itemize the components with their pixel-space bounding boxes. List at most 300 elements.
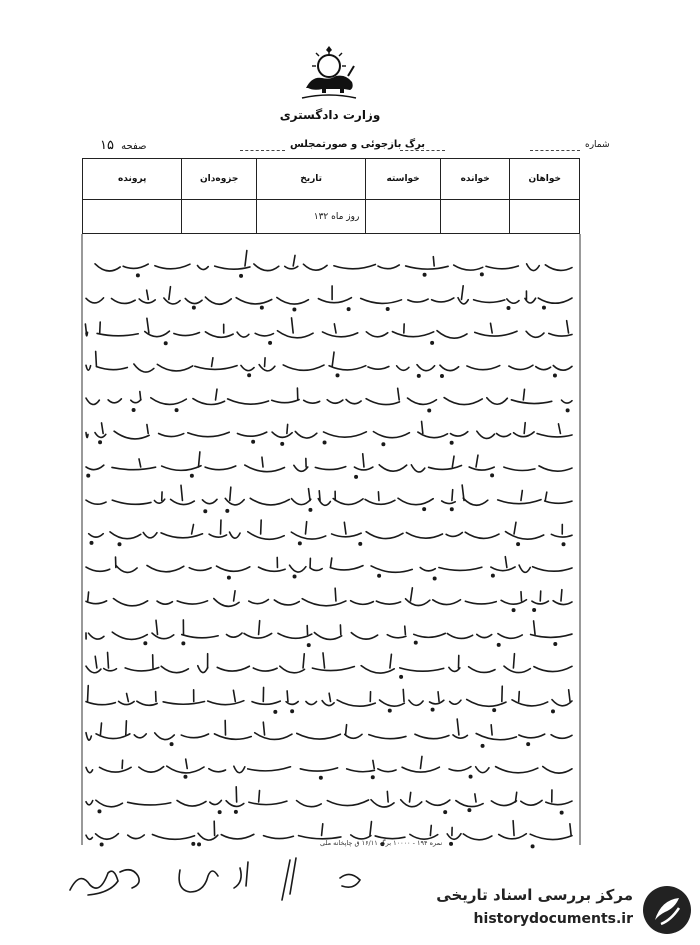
handwriting-stroke [551,735,572,739]
handwriting-stroke [498,634,522,639]
handwriting-stroke [406,533,442,539]
handwriting-stroke [113,599,147,606]
handwriting-stroke [214,734,251,739]
handwriting-stroke [524,423,525,434]
handwriting-stroke [440,365,459,370]
handwriting-stroke [426,800,449,805]
handwriting-stroke [327,400,343,404]
handwriting-stroke [85,324,86,333]
handwriting-stroke [249,599,269,603]
handwriting-stroke [274,600,299,605]
handwriting-stroke [88,686,89,702]
handwriting-stroke [370,822,372,836]
handwriting-stroke [86,601,107,604]
handwriting-stroke [214,599,239,607]
handwriting-stroke [225,498,244,505]
handwriting-stroke [169,287,171,300]
handwriting-stroke [361,298,402,303]
handwriting-stroke [263,722,264,735]
handwriting-stroke [429,465,462,469]
handwriting-stroke [302,599,346,606]
handwriting-stroke [96,800,123,807]
handwriting-stroke [527,264,540,271]
handwriting-stroke [392,332,433,337]
handwriting-stroke [291,532,325,539]
handwriting-dot [336,374,338,376]
printer-footer: نمره ۱۹۴ - ۱۰۰۰۰ برگ ۱۶/۱۱ ق چاپخانه ملی [320,839,443,847]
handwriting-stroke [89,534,104,537]
handwriting-stroke [432,298,454,302]
handwriting-stroke [334,324,336,333]
col-claim: خواسته [366,159,441,200]
handwriting-stroke [205,332,233,337]
handwriting-stroke [531,634,572,637]
handwriting-stroke [457,719,459,735]
handwriting-stroke [280,666,305,673]
handwriting-stroke [351,601,374,605]
handwriting-stroke [287,424,288,433]
handwriting-dot [98,810,100,812]
handwriting-stroke [248,767,291,771]
handwriting-stroke [99,767,131,772]
handwriting-stroke [202,499,217,503]
handwriting-dot [431,342,433,344]
handwriting-stroke [453,735,467,738]
signatures-icon [60,850,390,910]
handwriting-stroke [509,365,533,369]
handwriting-stroke [305,522,306,534]
handwriting-dot [193,306,195,308]
page-value: ۱۵ [100,138,114,153]
handwriting-stroke [511,400,551,404]
handwriting-stroke [373,760,374,768]
handwriting-stroke [351,633,377,640]
handwriting-stroke [131,399,141,402]
handwriting-stroke [476,733,516,739]
handwriting-stroke [407,398,436,404]
handwriting-stroke [446,532,462,536]
handwriting-stroke [86,733,91,740]
handwriting-stroke [287,691,288,702]
handwriting-dot [423,273,425,275]
handwriting-dot [293,575,295,577]
handwriting-stroke [477,431,495,438]
handwriting-stroke [322,332,357,337]
handwriting-stroke [195,366,237,370]
handwriting-stroke [405,626,406,634]
handwriting-stroke [139,299,155,303]
handwriting-dot [493,709,495,711]
handwriting-dot [444,811,446,813]
handwriting-stroke [406,266,448,269]
handwriting-stroke [430,700,444,704]
handwriting-stroke [147,565,184,571]
handwriting-stroke [304,400,320,403]
handwriting-dot [533,609,535,611]
handwriting-stroke [552,700,572,706]
handwriting-stroke [230,532,241,538]
handwriting-stroke [546,801,572,805]
handwriting-stroke [262,457,263,467]
handwriting-stroke [134,734,146,738]
handwriting-dot [165,342,167,344]
archive-logo-icon [639,882,695,938]
handwriting-stroke [369,735,406,739]
handwriting-stroke [174,333,200,336]
handwriting-stroke [378,769,396,772]
handwriting-stroke [438,692,439,702]
col-folder: جزوه‌دان [182,159,257,200]
handwriting-stroke [387,635,406,638]
watermark-title: مرکز بررسی اسناد تاریخی [436,886,633,904]
handwriting-stroke [463,498,488,505]
handwriting-dot [566,409,568,411]
handwriting-stroke [205,297,231,304]
handwriting-stroke [553,601,572,605]
handwriting-stroke [147,290,149,299]
handwriting-stroke [346,399,361,403]
handwriting-stroke [95,433,106,438]
handwriting-dot [248,374,250,376]
handwriting-stroke [462,485,464,500]
handwriting-stroke [551,534,572,537]
handwriting-stroke [185,298,202,303]
number-label: شماره [585,140,610,150]
handwriting-dot [517,543,519,545]
handwriting-stroke [433,600,461,605]
handwriting-stroke [543,767,572,774]
handwriting-stroke [545,501,572,503]
handwriting-dot [554,374,556,376]
handwriting-stroke [465,601,496,604]
handwriting-stroke [318,298,351,303]
handwriting-stroke [245,251,247,266]
handwriting-dot [261,306,263,308]
handwriting-stroke [329,693,330,701]
handwriting-dot [100,843,102,845]
handwriting-dot [191,474,193,476]
handwriting-stroke [285,266,298,268]
handwriting-stroke [198,666,208,673]
handwriting-stroke [452,456,454,467]
handwriting-dot [491,474,493,476]
handwriting-stroke [272,432,292,437]
handwriting-dot [347,308,349,310]
handwriting-dot [562,543,564,545]
handwriting-stroke [538,298,572,303]
col-case-file: پرونده [83,159,182,200]
handwriting-stroke [344,522,346,534]
handwriting-stroke [322,824,323,836]
handwriting-stroke [454,265,483,270]
handwriting-stroke [261,520,262,534]
handwriting-stroke [96,351,97,366]
handwriting-stroke [387,791,388,802]
handwriting-dot [198,843,200,845]
handwriting-stroke [97,333,138,335]
handwriting-stroke [128,802,171,805]
handwriting-stroke [312,667,354,671]
handwriting-stroke [182,635,218,638]
handwriting-stroke [545,492,547,500]
handwriting-dot [552,710,554,712]
handwriting-stroke [283,365,324,370]
handwriting-stroke [265,358,266,367]
handwriting-stroke [86,398,99,404]
handwriting-stroke [475,331,517,336]
handwriting-stroke [181,485,182,500]
handwriting-stroke [163,702,204,705]
handwriting-stroke [449,767,471,771]
handwriting-dot [382,443,384,445]
handwriting-dot [320,777,322,779]
handwriting-stroke [444,398,482,405]
handwriting-stroke [197,266,208,270]
ministry-title: وزارت دادگستری [279,108,381,122]
handwriting-stroke [499,834,527,839]
handwriting-stroke [297,733,341,739]
handwriting-stroke [442,501,456,504]
handwriting-stroke [452,490,453,501]
handwriting-stroke [447,633,472,638]
handwriting-stroke [327,800,368,806]
handwriting-stroke [164,298,180,304]
handwriting-stroke [205,466,236,470]
handwriting-dot [291,710,293,712]
handwriting-stroke [157,364,192,371]
handwriting-dot [527,743,529,745]
handwriting-stroke [134,364,154,372]
cell-date: روز ماه ۱۳۲ [256,200,365,234]
handwriting-stroke [533,567,572,572]
handwriting-stroke [410,792,411,802]
handwriting-stroke [89,633,104,639]
handwriting-stroke [86,666,101,673]
handwriting-stroke [530,834,572,839]
handwriting-stroke [476,767,489,773]
handwriting-stroke [411,465,424,472]
handwriting-dot [507,307,509,309]
handwriting-stroke [467,699,506,706]
handwriting-stroke [323,653,325,668]
handwriting-stroke [467,366,500,370]
handwriting-stroke [230,487,231,500]
handwriting-dot [144,642,146,644]
handwriting-stroke [487,398,508,405]
handwriting-stroke [456,801,483,807]
handwriting-stroke [498,500,541,504]
handwriting-stroke [108,652,109,668]
handwriting-stroke [491,323,493,333]
handwriting-stroke [420,567,435,570]
handwriting-stroke [513,654,514,668]
handwriting-dot [192,843,194,845]
handwriting-dot [90,542,92,544]
handwriting-stroke [155,733,175,740]
handwriting-stroke [209,769,226,772]
handwriting-stroke [241,365,254,370]
handwriting-stroke [477,634,492,637]
watermark-url: historydocuments.ir [473,911,633,927]
handwriting-stroke [198,452,199,467]
handwriting-stroke [250,498,289,505]
handwriting-stroke [293,255,295,266]
handwriting-stroke [513,821,514,836]
handwriting-stroke [368,367,389,370]
handwriting-stroke [308,489,310,501]
handwriting-stroke [519,734,545,738]
handwriting-dot [252,441,254,443]
handwriting-dot [204,510,206,512]
handwriting-stroke [303,264,327,270]
handwriting-stroke [295,431,317,438]
handwriting-stroke [403,689,404,701]
handwriting-stroke [475,794,476,802]
handwriting-stroke [192,524,194,534]
handwriting-stroke [128,835,145,839]
handwriting-dot [492,574,494,576]
page-label: صفحه [121,141,147,152]
handwriting-stroke [570,824,571,836]
handwriting-stroke [140,392,141,400]
handwriting-stroke [310,568,322,571]
handwriting-stroke [292,499,311,505]
handwriting-stroke [114,431,149,439]
handwriting-stroke [330,566,363,570]
handwriting-stroke [147,425,148,434]
handwriting-stroke [181,734,208,738]
handwriting-stroke [497,433,511,436]
handwriting-dot [468,809,470,811]
handwriting-dot [299,542,301,544]
handwriting-stroke [210,800,222,804]
handwriting-stroke [297,801,322,807]
handwriting-stroke [86,567,110,571]
handwriting-stroke [378,265,399,269]
handwriting-stroke [306,701,317,704]
handwriting-stroke [161,533,202,538]
handwriting-stroke [314,633,341,640]
handwriting-dot [281,443,283,445]
handwriting-stroke [347,769,375,772]
handwriting-stroke [415,734,449,738]
handwriting-dot [293,308,295,310]
handwriting-stroke [86,365,91,370]
handwriting-dot [308,644,310,646]
handwriting-stroke [447,834,461,840]
handwriting-stroke [376,601,400,604]
handwriting-stroke [263,836,293,839]
handwriting-dot [469,775,471,777]
handwriting-stroke [322,701,334,706]
handwriting-dot [99,441,101,443]
handwriting-stroke [212,358,213,367]
handwriting-stroke [252,701,280,704]
handwriting-stroke [505,557,507,568]
handwriting-stroke [365,499,395,504]
handwriting-stroke [177,800,206,806]
handwriting-stroke [330,558,331,567]
handwriting-stroke [86,702,115,705]
handwriting-stroke [108,399,121,403]
handwriting-dot [512,609,514,611]
handwriting-dot [498,644,500,646]
handwriting-stroke [545,265,572,271]
handwriting-stroke [366,532,403,539]
handwriting-stroke [439,567,482,570]
handwriting-dot [481,273,483,275]
handwriting-stroke [539,466,572,471]
handwriting-stroke [167,766,204,773]
handwriting-stroke [96,834,119,840]
handwriting-dot [218,811,220,813]
handwriting-stroke [234,766,245,772]
handwriting-stroke [155,264,190,269]
handwriting-stroke [154,499,164,503]
handwriting-stroke [335,588,336,601]
handwriting-stroke [397,366,409,370]
handwriting-dot [132,409,134,411]
handwriting-stroke [398,388,400,400]
handwriting-stroke [111,298,135,303]
handwriting-stroke [97,367,128,370]
handwriting-stroke [526,331,544,337]
handwriting-stroke [259,791,260,802]
handwriting-stroke [378,492,379,501]
handwriting-stroke [323,432,366,437]
archive-watermark [405,878,695,940]
handwriting-dot [481,745,483,747]
handwriting-stroke [151,398,187,405]
handwriting-stroke [249,801,287,804]
handwriting-stroke [315,467,345,470]
handwriting-stroke [290,565,306,572]
handwriting-stroke [534,666,572,671]
handwriting-stroke [409,700,423,705]
handwriting-stroke [319,491,320,501]
handwriting-stroke [255,333,273,336]
handwriting-stroke [334,264,375,268]
handwriting-stroke [127,693,129,701]
handwriting-stroke [177,601,207,604]
handwriting-stroke [237,432,266,436]
handwriting-dot [269,342,271,344]
handwriting-stroke [86,767,93,772]
handwriting-stroke [258,567,285,571]
handwriting-dot [274,711,276,713]
handwriting-stroke [373,432,409,438]
handwriting-stroke [152,834,194,839]
handwriting-dot [400,676,402,678]
handwriting-dot [431,708,433,710]
handwriting-dot [355,476,357,478]
handwriting-stroke [461,286,463,300]
handwriting-stroke [112,467,156,470]
handwriting-dot [450,442,452,444]
handwriting-stroke [380,700,405,706]
handwriting-stroke [86,465,104,469]
handwriting-stroke [536,367,551,370]
handwriting-stroke [491,725,492,735]
handwriting-dot [451,508,453,510]
handwriting-dot [87,474,89,476]
handwriting-stroke [400,668,444,671]
handwriting-stroke [463,834,492,840]
handwriting-stroke [110,532,141,539]
handwriting-stroke [333,499,363,505]
handwriting-stroke [521,592,522,601]
handwriting-stroke [139,767,164,772]
